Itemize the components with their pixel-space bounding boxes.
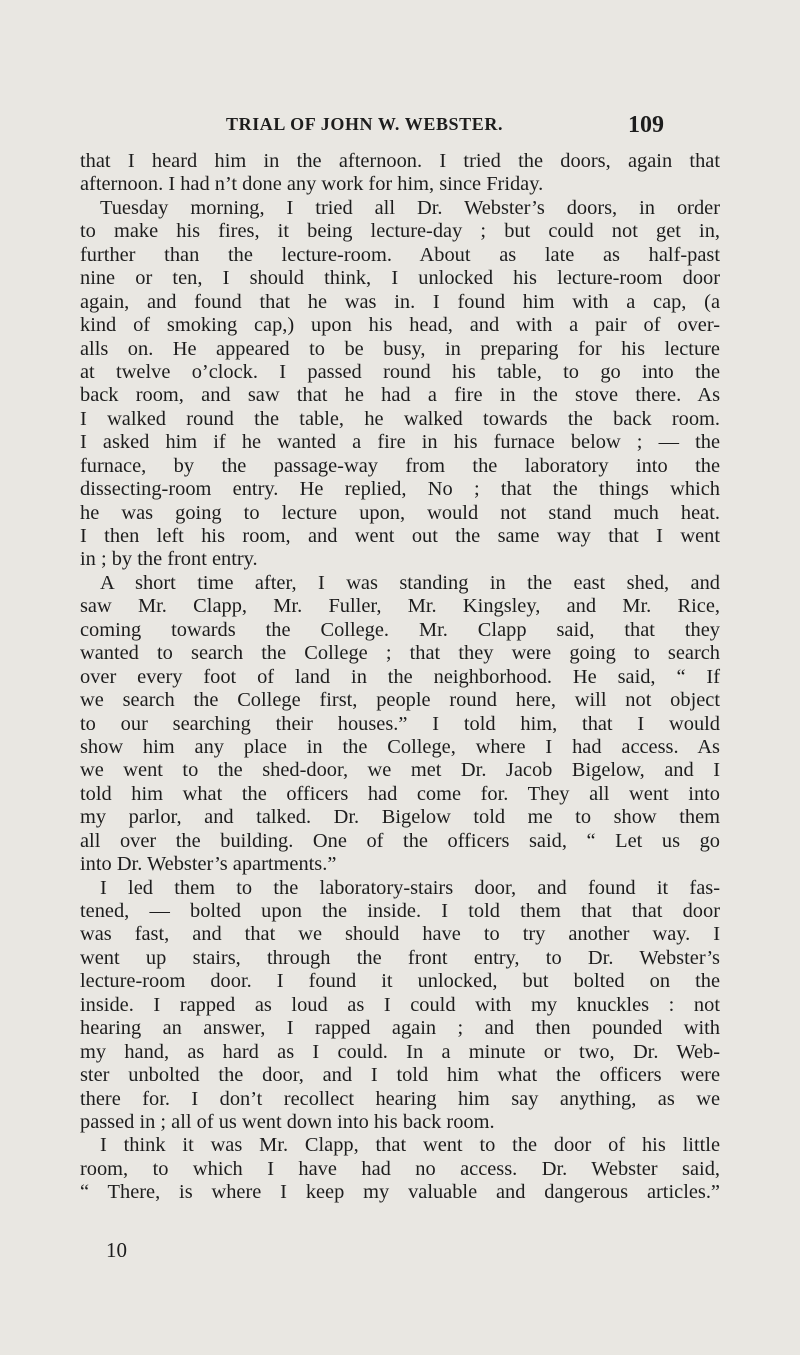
page-header (0, 114, 800, 144)
text-line: nine or ten, I should think, I unlocked his lecture-room door (80, 267, 720, 290)
text-line: again, and found that he was in. I found him with a cap, (a (80, 290, 720, 313)
body-text (80, 150, 720, 1205)
page-number: 109 (628, 112, 664, 138)
text-line: we search the College first, people round here, will not object (80, 689, 720, 712)
text-line: hearing an answer, I rapped again ; and then pounded with (80, 1017, 720, 1040)
text-line: further than the lecture-room. About as late as half-past (80, 243, 720, 266)
text-line: all over the building. One of the officers said, “ Let us go (80, 829, 720, 852)
text-line: show him any place in the College, where I had access. As (80, 735, 720, 758)
text-line: “ There, is where I keep my valuable and dangerous articles.” (80, 1181, 720, 1204)
text-line: room, to which I have had no access. Dr. Webster said, (80, 1157, 720, 1180)
text-line: kind of smoking cap,) upon his head, and with a pair of over- (80, 314, 720, 337)
text-line: inside. I rapped as loud as I could with my knuckles : not (80, 993, 720, 1016)
text-line: I walked round the table, he walked towards the back room. (80, 407, 720, 430)
text-line: I think it was Mr. Clapp, that went to the door of his little (100, 1134, 720, 1157)
text-line: my parlor, and talked. Dr. Bigelow told me to show them (80, 806, 720, 829)
text-line: we went to the shed-door, we met Dr. Jacob Bigelow, and I (80, 759, 720, 782)
text-line: into Dr. Webster’s apartments.” (80, 853, 337, 876)
signature-mark: 10 (106, 1238, 127, 1262)
text-line: alls on. He appeared to be busy, in preparing for his lecture (80, 337, 720, 360)
text-line: he was going to lecture upon, would not stand much heat. (80, 501, 720, 524)
text-line: I then left his room, and went out the same way that I went (80, 525, 720, 547)
text-line: coming towards the College. Mr. Clapp said, that they (80, 618, 720, 641)
text-line: my hand, as hard as I could. In a minute or two, Dr. Web- (80, 1040, 720, 1063)
text-line: tened, — bolted upon the inside. I told them that that door (80, 900, 720, 922)
text-line: Tuesday morning, I tried all Dr. Webster’s doors, in order (100, 196, 720, 219)
text-line: dissecting-room entry. He replied, No ; that the things which (80, 478, 720, 501)
text-line: passed in ; all of us went down into his back room. (80, 1110, 495, 1133)
text-line: afternoon. I had n’t done any work for him, since Friday. (80, 173, 544, 196)
text-line: saw Mr. Clapp, Mr. Fuller, Mr. Kingsley, and Mr. Rice, (80, 595, 720, 618)
text-line: went up stairs, through the front entry, to Dr. Webster’s (80, 946, 720, 969)
text-line: I asked him if he wanted a fire in his furnace below ; — the (80, 431, 720, 454)
text-line: wanted to search the College ; that they were going to search (80, 642, 720, 665)
text-line: to make his fires, it being lecture-day ; but could not get in, (80, 220, 720, 243)
text-line: back room, and saw that he had a fire in the stove there. As (80, 384, 720, 407)
text-line: I led them to the laboratory-stairs door, and found it fas- (100, 876, 720, 899)
text-line: ster unbolted the door, and I told him what the officers were (80, 1064, 720, 1087)
text-line: was fast, and that we should have to try another way. I (80, 923, 720, 946)
text-line: that I heard him in the afternoon. I tried the doors, again that (80, 150, 720, 172)
text-line: there for. I don’t recollect hearing him say anything, as we (80, 1087, 720, 1110)
text-line: at twelve o’clock. I passed round his table, to go into the (80, 360, 720, 383)
text-line: in ; by the front entry. (80, 548, 258, 571)
running-head: TRIAL OF JOHN W. WEBSTER. (226, 114, 504, 134)
text-line: told him what the officers had come for. They all went into (80, 782, 720, 805)
text-line: A short time after, I was standing in the east shed, and (100, 571, 720, 594)
text-line: to our searching their houses.” I told him, that I would (80, 712, 720, 735)
text-line: over every foot of land in the neighborhood. He said, “ If (80, 665, 720, 688)
text-line: lecture-room door. I found it unlocked, but bolted on the (80, 970, 720, 993)
text-line: furnace, by the passage-way from the laboratory into the (80, 454, 720, 477)
